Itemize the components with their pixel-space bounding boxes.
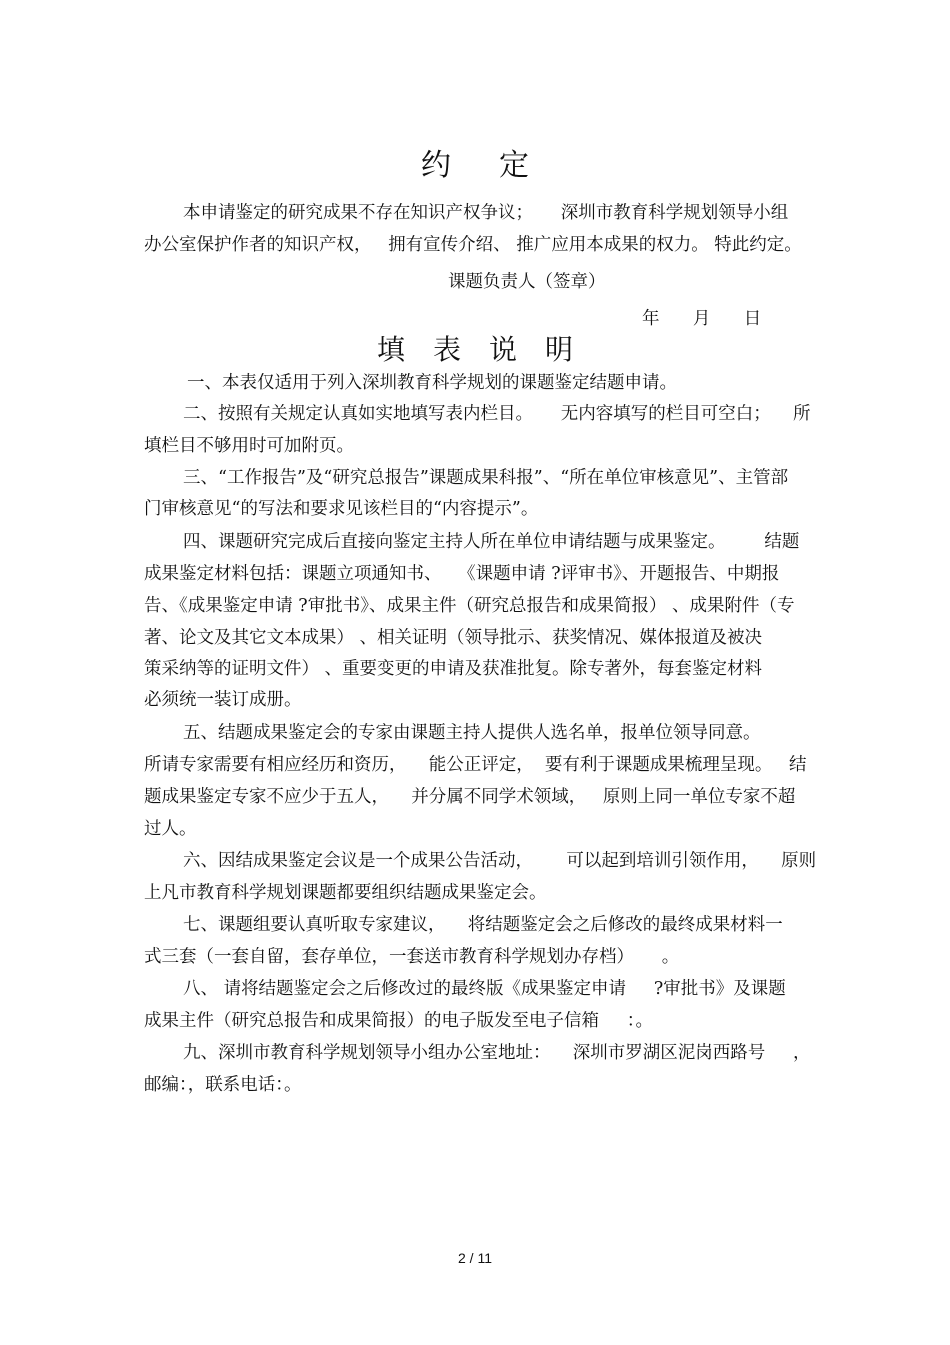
instruction-line: 必须统一装订成册。 [144, 690, 302, 710]
instruction-line: 一、本表仅适用于列入深圳教育科学规划的课题鉴定结题申请。 [187, 373, 677, 393]
instruction-line: 门审核意见“的写法和要求见该栏目的“内容提示”。 [144, 499, 539, 519]
instruction-line: 告、《成果鉴定申请 ?审批书》、成果主件（研究总报告和成果简报） 、成果附件（专 [144, 596, 795, 616]
instruction-line: 题成果鉴定专家不应少于五人， 并分属不同学术领域， 原则上同一单位专家不超 [144, 787, 796, 807]
instruction-line: 九、深圳市教育科学规划领导小组办公室地址： 深圳市罗湖区泥岗西路号 ， [183, 1043, 811, 1063]
instruction-line: 所请专家需要有相应经历和资历， 能公正评定， 要有利于课题成果梳理呈现。 结 [144, 755, 807, 775]
agreement-line-2: 办公室保护作者的知识产权， 拥有宣传介绍、 推广应用本成果的权力。 特此约定。 [144, 235, 802, 255]
signature-label: 课题负责人（签章） [448, 272, 606, 292]
instruction-line: 二、按照有关规定认真如实地填写表内栏目。 无内容填写的栏目可空白； 所 [183, 404, 811, 424]
instruction-line: 六、因结成果鉴定会议是一个成果公告活动， 可以起到培训引领作用， 原则 [183, 851, 817, 871]
instruction-line: 四、课题研究完成后直接向鉴定主持人所在单位申请结题与成果鉴定。 结题 [183, 532, 800, 552]
agreement-title: 约定 [421, 148, 577, 183]
instruction-line: 上凡市教育科学规划课题都要组织结题成果鉴定会。 [144, 883, 547, 903]
instruction-line: 著、论文及其它文本成果） 、相关证明（领导批示、获奖情况、媒体报道及被决 [144, 628, 763, 648]
instruction-line: 三、“工作报告”及“研究总报告”课题成果科报”、“所在单位审核意见”、主管部 [183, 468, 789, 488]
instruction-line: 成果主件（研究总报告和成果简报）的电子版发至电子信箱 ：。 [144, 1011, 654, 1031]
instruction-line: 式三套（一套自留，套存单位，一套送市教育科学规划办存档） 。 [144, 947, 680, 967]
date-placeholder: 年 月 日 [642, 309, 762, 329]
instruction-line: 填栏目不够用时可加附页。 [144, 436, 354, 456]
instruction-line: 八、 请将结题鉴定会之后修改过的最终版《成果鉴定申请 ?审批书》及课题 [183, 979, 786, 999]
instructions-title: 填表说明 [376, 333, 601, 366]
instruction-line: 成果鉴定材料包括：课题立项通知书、 《课题申请 ?评审书》、开题报告、中期报 [144, 564, 780, 584]
instruction-line: 五、结题成果鉴定会的专家由课题主持人提供人选名单，报单位领导同意。 [183, 723, 761, 743]
page-number: 2 / 11 [458, 1250, 492, 1266]
agreement-line-1: 本申请鉴定的研究成果不存在知识产权争议； 深圳市教育科学规划领导小组 [183, 203, 789, 223]
instruction-line: 过人。 [144, 819, 197, 839]
instruction-line: 邮编：，联系电话：。 [144, 1075, 302, 1095]
instruction-line: 策采纳等的证明文件） 、重要变更的申请及获准批复。除专著外，每套鉴定材料 [144, 659, 763, 679]
instruction-line: 七、课题组要认真听取专家建议， 将结题鉴定会之后修改的最终成果材料一 [183, 915, 783, 935]
